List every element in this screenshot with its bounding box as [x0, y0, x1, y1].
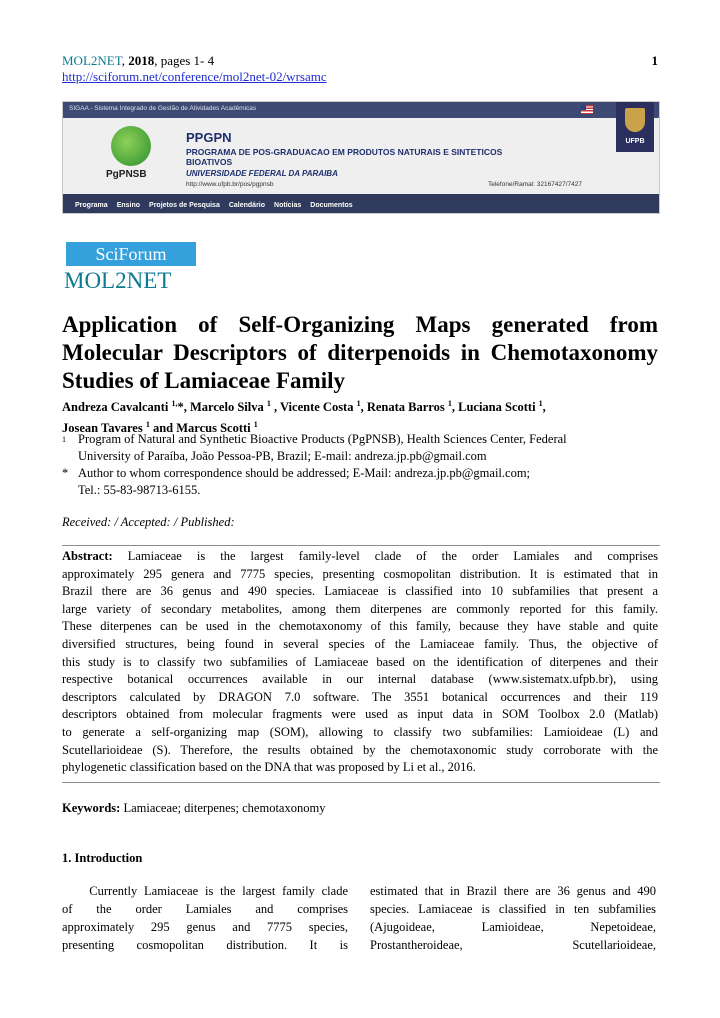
abstract-line: Scutellarioideae (S). Therefore, the results obtained by the chemotaxonomic study corroborate with the	[62, 742, 658, 757]
correspondence-line: Tel.: 55-83-98713-6155.	[78, 483, 201, 497]
nav-item-ensino[interactable]: Ensino	[116, 202, 141, 209]
abstract-line: this study is to classify two subfamilies of Lamiaceae based on the identification of diterpenes and their	[62, 654, 658, 669]
affiliation-sup: 1,	[171, 399, 178, 408]
affiliation-sup: 1	[447, 399, 452, 408]
abstract-line: descriptors calculated by DRAGON 7.0 software. The 3551 botanical occurrences and their 119	[62, 689, 658, 704]
author-name: *, Marcelo Silva	[177, 400, 267, 415]
author-name: Josean Tavares	[62, 421, 146, 436]
correspondence	[62, 465, 662, 499]
affiliation-sup: 1	[145, 420, 150, 430]
abstract-line: approximately 295 genera and 7775 species, presenting cosmopolitan distribution. It is estimated that in	[62, 566, 658, 581]
nav-item-noticias[interactable]: Notícias	[274, 202, 302, 209]
university-name: UNIVERSIDADE FEDERAL DA PARAIBA	[186, 169, 338, 178]
system-bar-text: SIGAA - Sistema Integrado de Gestão de Atividades Acadêmicas	[69, 105, 257, 112]
body-line: estimated that in Brazil there are 36 genus and 490	[370, 884, 656, 898]
nav-item-programa[interactable]: Programa	[75, 202, 108, 209]
abstract-label: Abstract:	[62, 549, 113, 563]
intro-column-right	[370, 882, 656, 954]
journal-pages: , pages 1- 4	[154, 53, 215, 68]
program-code: PPGPN	[186, 130, 232, 145]
separator: ,	[542, 400, 546, 415]
section-heading: 1. Introduction	[62, 851, 143, 865]
pgpnsb-logo-icon	[111, 126, 151, 166]
page-number: 1	[651, 53, 658, 68]
nav-item-calendario[interactable]: Calendário	[228, 202, 266, 209]
crest-label: UFPB	[625, 138, 645, 145]
banner-system-bar	[63, 102, 659, 118]
abstract-line: Brazil there are 36 genus and 490 species. Lamiaceae is classified into 10 subfamilies that present a	[62, 584, 658, 599]
title-line: Application of Self-Organizing Maps generated from	[62, 312, 658, 337]
logo-text: PgPNSB	[106, 169, 147, 180]
intro-column-left	[62, 882, 348, 954]
body-line: presenting cosmopolitan distribution. It is	[62, 938, 348, 952]
university-crest	[616, 102, 654, 152]
title-line: Molecular Descriptors of diterpenoids in Chemotaxonomy	[62, 340, 658, 365]
conference-url[interactable]: http://sciforum.net/conference/mol2net-02/wrsamc	[62, 69, 327, 84]
affiliation-sup: 1	[538, 399, 543, 408]
crest-icon	[625, 108, 645, 132]
keywords-text: Lamiaceae; diterpenes; chemotaxonomy	[120, 801, 326, 815]
paper-title	[62, 311, 658, 395]
nav-item-documentos[interactable]: Documentos	[310, 202, 353, 209]
banner-nav	[63, 194, 659, 213]
body-line: (Ajugoideae, Lamioideae, Nepetoideae,	[370, 920, 656, 934]
affiliation-line: University of Paraíba, João Pessoa-PB, Brazil; E-mail: andreza.jp.pb@gmail.com	[78, 449, 487, 463]
abstract-line: to generate a self-organizing map (SOM), allowing to classify two subfamilies: Lamioideae (L) and	[62, 724, 658, 739]
keywords-label: Keywords:	[62, 801, 121, 815]
title-line: Studies of Lamiaceae Family	[62, 368, 345, 393]
author-name: , Vicente Costa	[270, 400, 357, 415]
journal-name: MOL2NET	[62, 53, 122, 68]
mol2net-label: MOL2NET	[64, 268, 172, 293]
program-url[interactable]: http://www.ufpb.br/pos/pgpnsb	[186, 181, 274, 188]
received-dates: Received: / Accepted: / Published:	[62, 515, 235, 529]
correspondence-text	[78, 465, 662, 499]
abstract-text: Lamiaceae is the largest family-level clade of the order Lamiales and comprises	[112, 549, 658, 563]
abstract-line: phylogenetic classification based on the DNA that was proposed by Li et al., 2016.	[62, 760, 476, 775]
body-line: approximately 295 genus and 7775 species,	[62, 920, 348, 934]
author-name: , Luciana Scotti	[451, 400, 539, 415]
journal-year: 2018	[128, 53, 155, 68]
affiliation-1	[62, 431, 662, 465]
comma: ,	[121, 53, 129, 68]
affiliations	[62, 431, 662, 499]
correspondence-line: Author to whom correspondence should be addressed; E-Mail: andreza.jp.pb@gmail.com;	[78, 466, 531, 480]
body-line: Prostantheroideae, Scutellarioideae,	[370, 938, 656, 952]
affiliation-sup: 1	[356, 399, 361, 408]
abstract-line: diversified structures, being found in several species of the Lamiaceae family. Thus, the objective of	[62, 636, 658, 651]
body-line: Currently Lamiaceae is the largest family clade	[62, 884, 348, 898]
correspondence-mark: *	[62, 466, 69, 480]
program-name-line1: PROGRAMA DE POS-GRADUACAO EM PRODUTOS NATURAIS E SINTETICOS	[186, 147, 503, 157]
divider	[62, 782, 660, 783]
nav-item-projetos[interactable]: Projetos de Pesquisa	[149, 202, 220, 209]
divider	[62, 545, 660, 546]
program-phone: Telefone/Ramal: 32167427/7427	[488, 181, 582, 188]
body-line: of the order Lamiales and comprises	[62, 902, 348, 916]
body-line: species. Lamiaceae is classified in ten subfamilies	[370, 902, 656, 916]
author-name: , Renata Barros	[360, 400, 448, 415]
sciforum-badge: SciForum	[66, 242, 196, 266]
affiliation-number: 1	[62, 435, 66, 444]
abstract-line: respective botanical occurrences available in our internal database (www.sistematx.ufpb.br), using	[62, 672, 658, 687]
affiliation-line: Program of Natural and Synthetic Bioactive Products (PgPNSB), Health Sciences Center, Federal	[78, 432, 567, 446]
abstract-line: These diterpenes can be used in the chemotaxonomy of this family, because they have stable and quite	[62, 619, 658, 634]
abstract-line: large variety of secondary metabolites, among them diterpenes are commonly reported for this family.	[62, 601, 658, 616]
abstract-line: descriptors obtained from molecular fragments were used as input data in SOM Toolbox 2.0 (Matlab)	[62, 707, 658, 722]
flag-icon[interactable]	[581, 105, 593, 114]
author-name: Andreza Cavalcanti	[62, 400, 172, 415]
affiliation-mark	[62, 431, 78, 465]
author-name: and Marcus Scotti	[149, 421, 254, 436]
abstract-line	[62, 548, 658, 566]
affiliation-text	[78, 431, 662, 465]
program-name-line2: BIOATIVOS	[186, 157, 233, 167]
keywords	[62, 801, 325, 816]
running-header	[62, 53, 214, 69]
abstract	[62, 548, 658, 777]
affiliation-sup: 1	[266, 399, 271, 408]
affiliation-sup: 1	[253, 420, 258, 430]
program-banner	[62, 101, 660, 214]
